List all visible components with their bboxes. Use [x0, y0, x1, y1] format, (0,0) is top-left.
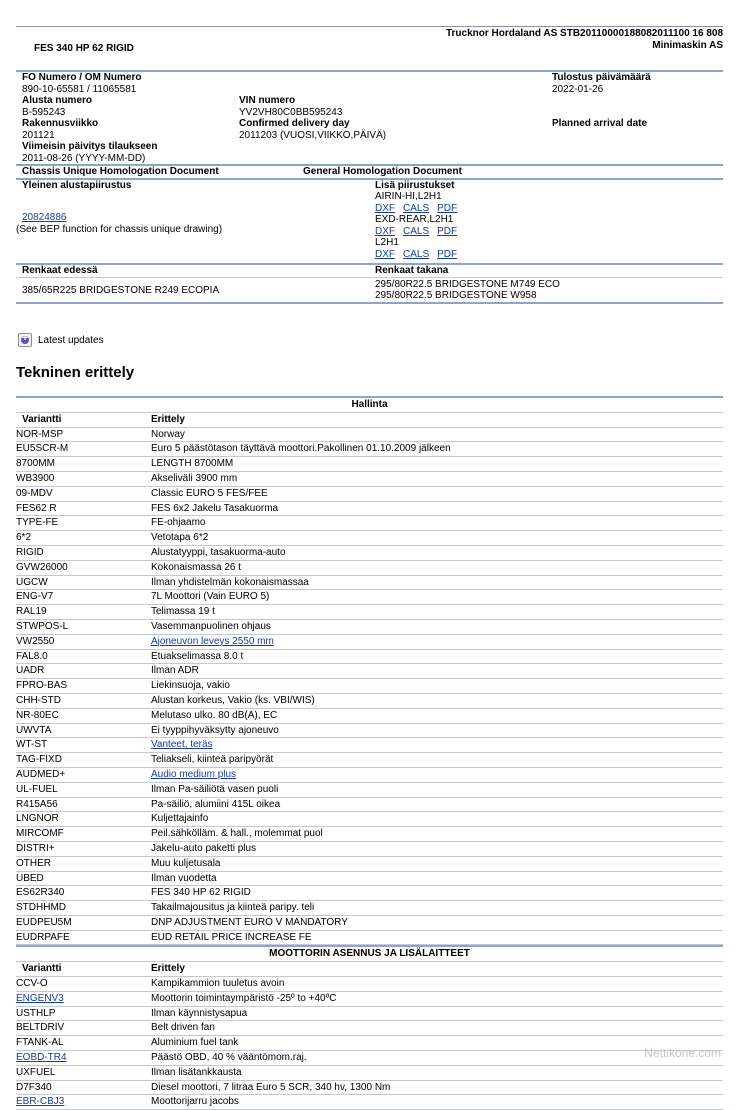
variant-code: NOR-MSP — [16, 428, 64, 440]
variant-code[interactable]: AUDMED+ — [16, 768, 66, 780]
table-row — [16, 650, 723, 665]
order-info-table — [16, 70, 723, 304]
download-cals-link[interactable]: CALS — [403, 248, 430, 260]
table-row — [16, 857, 723, 872]
table-row — [16, 1051, 723, 1066]
variant-description: Etuakselimassa 8.0 t — [151, 650, 244, 662]
variant-code: ENG-V7 — [16, 591, 54, 603]
description-header: Erittely — [151, 413, 185, 425]
latest-updates-toggle[interactable] — [18, 333, 104, 347]
table-row — [16, 546, 723, 561]
week-value: 201121 — [22, 129, 55, 141]
variant-description: Peil.sähkölläm. & hall., molemmat puol — [151, 828, 323, 840]
table-row — [16, 516, 723, 531]
table-row — [16, 827, 723, 842]
variant-description-link[interactable]: Ajoneuvon leveys 2550 mm — [151, 635, 274, 647]
table-row — [16, 620, 723, 635]
table-row — [16, 783, 723, 798]
download-pdf-link[interactable]: PDF — [437, 225, 458, 237]
variant-code: TAG-FIXD — [16, 754, 62, 766]
latest-updates-label: Latest updates — [38, 334, 104, 346]
download-dxf-link[interactable]: DXF — [375, 248, 395, 260]
table-row — [16, 502, 723, 517]
divider — [16, 302, 723, 304]
table-row — [16, 1095, 723, 1110]
variant-code: WB3900 — [16, 472, 55, 484]
table-row — [16, 664, 723, 679]
variant-description: Päästö OBD, 40 % vääntömom.raj. — [151, 1052, 307, 1064]
table-row — [16, 605, 723, 620]
table-row — [16, 576, 723, 591]
variant-code: 6*2 — [16, 532, 32, 544]
variant-description: Norway — [151, 428, 185, 440]
variant-description: Jakelu-auto paketti plus — [151, 842, 257, 854]
table-row — [16, 886, 723, 901]
variant-description: Aluminium fuel tank — [151, 1037, 239, 1049]
download-dxf-link[interactable]: DXF — [375, 202, 395, 214]
variant-description: Telimassa 19 t — [151, 606, 215, 618]
table-row — [16, 738, 723, 753]
table-row — [16, 457, 723, 472]
variant-code: RIGID — [16, 546, 44, 558]
variant-description: Kokonaismassa 26 t — [151, 561, 242, 573]
table-row — [16, 1081, 723, 1096]
variant-code: UGCW — [16, 576, 48, 588]
variant-description: Muu kuljetusala — [151, 857, 221, 869]
variant-description: Ilman lisätankkausta — [151, 1066, 242, 1078]
table-row — [16, 812, 723, 827]
table-row — [16, 561, 723, 576]
variant-description: EUD RETAIL PRICE INCREASE FE — [151, 931, 312, 943]
company-block — [446, 28, 723, 52]
variant-description: Takailmajousitus ja kiinteä paripy. teli — [151, 902, 315, 914]
table-row — [16, 679, 723, 694]
variant-description: Moottorijarru jacobs — [151, 1096, 239, 1108]
front-tyres-value: 385/65R225 BRIDGESTONE R249 ECOPIA — [22, 284, 220, 296]
table-row — [16, 931, 723, 946]
variant-code: 8700MM — [16, 458, 55, 470]
variant-code: EU5SCR-M — [16, 443, 69, 455]
variant-code: OTHER — [16, 857, 51, 869]
rear-tyres-value-2: 295/80R22.5 BRIDGESTONE W958 — [375, 289, 537, 301]
download-pdf-link[interactable]: PDF — [437, 248, 458, 260]
print-date-value: 2022-01-26 — [552, 83, 604, 95]
download-cals-link[interactable]: CALS — [403, 202, 430, 214]
download-dxf-link[interactable]: DXF — [375, 225, 395, 237]
variant-code: FTANK-AL — [16, 1037, 64, 1049]
update-label: Viimeisin päivitys tilaukseen — [22, 141, 158, 152]
variant-description: LENGTH 8700MM — [151, 458, 234, 470]
variant-description: Alustan korkeus, Vakio (ks. VBI/WIS) — [151, 694, 315, 706]
rear-tyres-label: Renkaat takana — [375, 265, 449, 276]
top-rule — [16, 26, 723, 27]
arrival-label: Planned arrival date — [552, 118, 648, 129]
variant-code: UWVTA — [16, 724, 52, 736]
variant-description: Alustatyyppi, tasakuorma-auto — [151, 546, 286, 558]
table-row — [16, 531, 723, 546]
variant-code: UADR — [16, 665, 45, 677]
section-title: Hallinta — [16, 396, 723, 413]
variant-description: Akseliväli 3900 mm — [151, 472, 238, 484]
extra-drawing-name: EXD-REAR,L2H1 — [375, 214, 454, 225]
table-row — [16, 901, 723, 916]
extra-drawing-name: L2H1 — [375, 237, 399, 248]
variant-code: D7F340 — [16, 1081, 52, 1093]
variant-code: CHH-STD — [16, 694, 61, 706]
table-row — [16, 977, 723, 992]
variant-code: FAL8.0 — [16, 650, 48, 662]
variant-code: UL-FUEL — [16, 783, 58, 795]
variant-description: Kampikammion tuuletus avoin — [151, 978, 285, 990]
table-row — [16, 992, 723, 1007]
rear-tyres-value-1: 295/80R22.5 BRIDGESTONE M749 ECO — [375, 278, 560, 290]
spec-heading: Tekninen erittely — [16, 364, 135, 381]
variant-code: R415A56 — [16, 798, 58, 810]
fo-value: 890-10-65581 / 11065581 — [22, 83, 137, 95]
variant-description: Vasemmanpuolinen ohjaus — [151, 620, 271, 632]
variant-code: UBED — [16, 872, 44, 884]
variant-code: CCV-O — [16, 978, 48, 990]
variant-code: TYPE-FE — [16, 517, 59, 529]
variant-description: Ilman ADR — [151, 665, 199, 677]
table-row — [16, 590, 723, 605]
table-row — [16, 916, 723, 931]
ghd-label: General Homologation Document — [303, 166, 462, 177]
company-line-1: Trucknor Hordaland AS STB20110000188082011100 16 808 — [445, 28, 723, 39]
variant-description: 7L Moottori (Vain EURO 5) — [151, 591, 270, 603]
variant-code: BELTDRIV — [16, 1022, 65, 1034]
table-row — [16, 1007, 723, 1022]
variant-code: UXFUEL — [16, 1066, 56, 1078]
extra-drawings-label: Lisä piirustukset — [375, 179, 455, 191]
watermark: Nettikone.com — [644, 1046, 721, 1060]
drawing-note: (See BEP function for chassis unique drawing) — [16, 224, 223, 235]
variant-code: ES62R340 — [16, 887, 65, 899]
table-row — [16, 768, 723, 783]
table-row — [16, 753, 723, 768]
variant-description: Ei tyyppihyväksytty ajoneuvo — [151, 724, 279, 736]
variant-code: NR-80EC — [16, 709, 59, 721]
variant-description: Ilman käynnistysapua — [151, 1007, 248, 1019]
extra-drawing-links — [375, 249, 465, 261]
table-row — [16, 709, 723, 724]
variant-code: LNGNOR — [16, 813, 59, 825]
variant-code: GVW26000 — [16, 561, 68, 573]
variant-description: Euro 5 päästötason täyttävä moottori.Pakollinen 01.10.2009 jälkeen — [151, 443, 451, 455]
table-row — [16, 1066, 723, 1081]
drawings-block — [16, 191, 723, 263]
expand-plus-icon[interactable] — [18, 333, 32, 347]
variant-code: FES62 R — [16, 502, 57, 514]
update-value: 2011-08-26 (YYYY-MM-DD) — [22, 152, 146, 164]
drawing-label: Yleinen alustapiirustus — [22, 179, 132, 191]
variant-code[interactable]: VW2550 — [16, 635, 55, 647]
variant-code-link[interactable]: ENGENV3 — [16, 992, 64, 1004]
company-line-2: Minimaskin AS — [652, 40, 723, 51]
extra-drawing-name: AIRIN-HI,L2H1 — [375, 191, 442, 202]
variant-description: DNP ADJUSTMENT EURO V MANDATORY — [151, 916, 348, 928]
variant-code[interactable]: WT-ST — [16, 739, 48, 751]
variant-code: EUDPEU5M — [16, 916, 72, 928]
table-row — [16, 724, 723, 739]
variant-code: STWPOS-L — [16, 620, 69, 632]
variant-description: FES 6x2 Jakelu Tasakuorma — [151, 502, 279, 514]
variant-code: USTHLP — [16, 1007, 56, 1019]
tyres-block — [16, 277, 723, 302]
chassis-label: Alusta numero — [22, 95, 93, 106]
variant-description: Pa-säiliö, alumiini 415L oikea — [151, 798, 281, 810]
fo-label: FO Numero / OM Numero — [22, 72, 142, 83]
variant-code: 09-MDV — [16, 487, 53, 499]
variant-description: Moottorin toimintaympäristö -25º to +40ºC — [151, 992, 337, 1004]
vin-label: VIN numero — [239, 95, 296, 106]
variant-description: Melutaso ulko. 80 dB(A), EC — [151, 709, 278, 721]
section-title: MOOTTORIN ASENNUS JA LISÄLAITTEET — [16, 945, 723, 962]
document-title: FES 340 HP 62 RIGID — [34, 43, 134, 54]
variant-description: FES 340 HP 62 RIGID — [151, 887, 251, 899]
variant-description: Vetotapa 6*2 — [151, 532, 209, 544]
spec-table — [16, 396, 723, 1110]
variant-code: EUDRPAFE — [16, 931, 70, 943]
download-cals-link[interactable]: CALS — [403, 225, 430, 237]
variant-code: FPRO-BAS — [16, 680, 68, 692]
variant-code: MIRCOMF — [16, 828, 64, 840]
table-row — [16, 872, 723, 887]
variant-description: Ilman yhdistelmän kokonaismassaa — [151, 576, 309, 588]
variant-description: Liekinsuoja, vakio — [151, 680, 230, 692]
variant-description: Ilman vuodetta — [151, 872, 217, 884]
table-row — [16, 487, 723, 502]
download-pdf-link[interactable]: PDF — [437, 202, 458, 214]
vin-value: YV2VH80C0BB595243 — [239, 106, 343, 118]
variant-header: Variantti — [22, 413, 62, 425]
table-header-row — [16, 962, 723, 977]
table-header-row — [16, 413, 723, 428]
variant-description: Ilman Pa-säiliötä vasen puoli — [151, 783, 279, 795]
delivery-value: 2011203 (VUOSI,VIIKKO,PÄIVÄ) — [239, 129, 387, 141]
table-row — [16, 472, 723, 487]
extra-drawings-list — [375, 191, 465, 260]
table-row — [16, 428, 723, 443]
variant-description: Kuljettajainfo — [151, 813, 209, 825]
table-row — [16, 694, 723, 709]
table-row — [16, 1036, 723, 1051]
week-label: Rakennusviikko — [22, 118, 99, 129]
delivery-label: Confirmed delivery day — [239, 118, 350, 129]
table-row — [16, 442, 723, 457]
table-row — [16, 1021, 723, 1036]
table-row — [16, 635, 723, 650]
front-tyres-label: Renkaat edessä — [22, 265, 98, 276]
variant-description-link[interactable]: Audio medium plus — [151, 768, 237, 780]
variant-description: Teliakseli, kiinteä paripyörät — [151, 754, 274, 766]
table-row — [16, 798, 723, 813]
variant-description: Diesel moottori, 7 litraa Euro 5 SCR, 340 hv, 1300 Nm — [151, 1081, 391, 1093]
extra-drawing-links — [375, 203, 465, 215]
variant-code: RAL19 — [16, 606, 47, 618]
cuhd-label: Chassis Unique Homologation Document — [22, 166, 219, 177]
variant-code: STDHHMD — [16, 902, 66, 914]
extra-drawing-links — [375, 226, 465, 238]
variant-header: Variantti — [22, 963, 62, 975]
variant-code: DISTRI+ — [16, 842, 55, 854]
variant-code-link[interactable]: EBR-CBJ3 — [16, 1096, 65, 1108]
variant-description: Belt driven fan — [151, 1022, 215, 1034]
variant-description: Classic EURO 5 FES/FEE — [151, 487, 268, 499]
drawing-link[interactable]: 20824886 — [22, 212, 67, 223]
variant-description-link[interactable]: Vanteet, teräs — [151, 739, 213, 751]
print-date-label: Tulostus päivämäärä — [552, 72, 651, 83]
description-header: Erittely — [151, 963, 185, 975]
chassis-value: B-595243 — [22, 106, 66, 118]
variant-description: FE-ohjaamo — [151, 517, 206, 529]
table-row — [16, 842, 723, 857]
variant-code-link[interactable]: EOBD-TR4 — [16, 1052, 67, 1064]
